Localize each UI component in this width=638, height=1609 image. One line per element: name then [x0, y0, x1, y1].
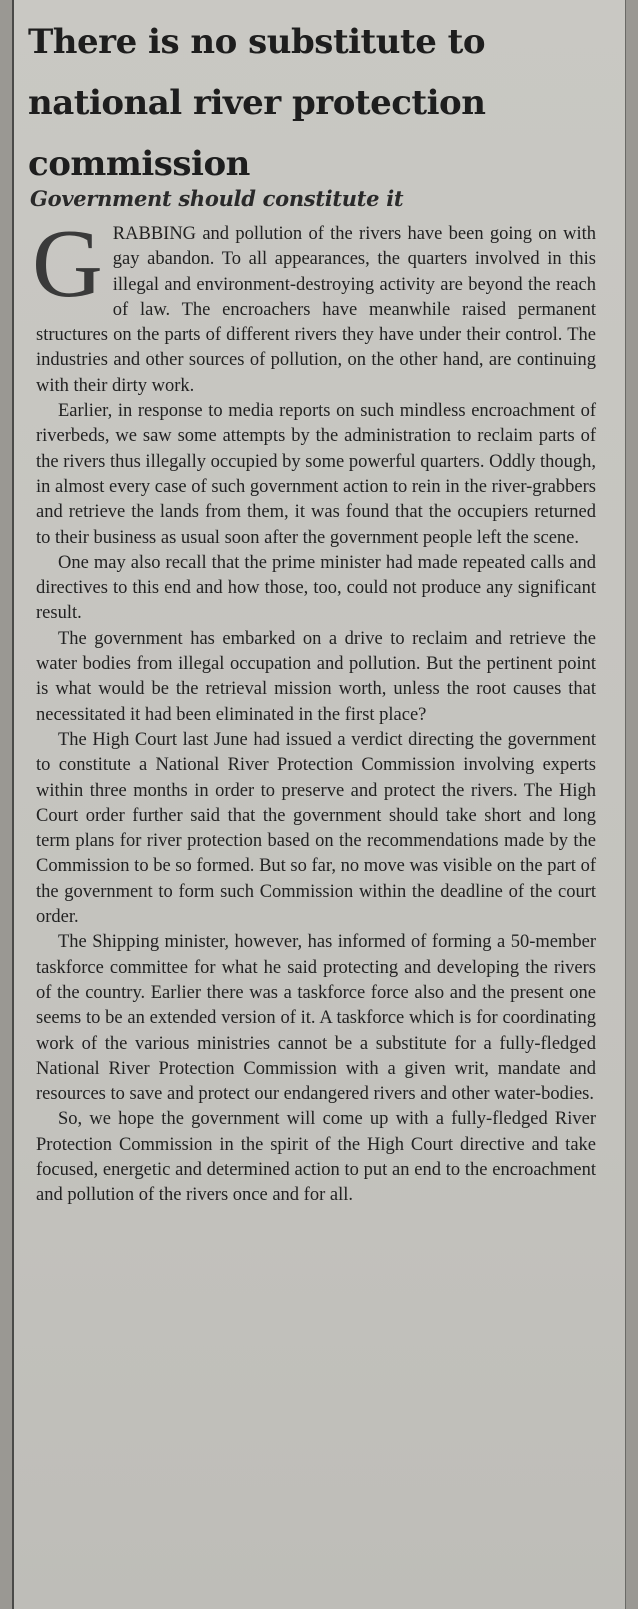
paragraph-4: The government has embarked on a drive to reclaim and retrieve the water bodies from illegal occupation and pollution. But the pertinent point is what would be the retrieval mission worth, unless the root causes that necessitated it had been eliminated in the first place?: [36, 628, 596, 725]
paragraph-1-text: RABBING and pollution of the rivers have been going on with gay abandon. To all appearances, the quarters involved in this illegal and environment-destroying activity are beyond the reach of law. The encroachers have meanwhile raised permanent structures on the parts of different rivers they have under their control. The industries and other sources of pollution, on the other hand, are continuing with their dirty work.: [36, 224, 596, 396]
article-body: [32, 210, 597, 1209]
paragraph-1: [32, 210, 596, 399]
paragraph-5: The High Court last June had issued a verdict directing the government to constitute a National River Protection Commission involving experts within three months in order to preserve and protect the rivers. The High Court order further said that the government should take short and long term plans for river protection based on the recommendations made by the Commission to be so formed. But so far, no move was visible on the part of the government to form such Commission within the deadline of the court order.: [36, 729, 596, 928]
article-headline: There is no substitute to national river protection commission: [28, 22, 486, 184]
paragraph-3: One may also recall that the prime minister had made repeated calls and directives to this end and how those, too, could not produce any significant result.: [36, 552, 596, 624]
paragraph-2: Earlier, in response to media reports on such mindless encroachment of riverbeds, we saw some attempts by the administration to reclaim parts of the rivers thus illegally occupied by some powerful quarters. Oddly though, in almost every case of such government action to rein in the river-grabbers and retrieve the lands from them, it was found that the occupiers returned to their business as usual soon after the government people left the scene.: [36, 401, 597, 548]
paragraph-6: The Shipping minister, however, has informed of forming a 50-member taskforce committee for what he said protecting and developing the rivers of the country. Earlier there was a taskforce force also and the present one seems to be an extended version of it. A taskforce which is for coordinating work of the various ministries cannot be a substitute for a fully-fledged National River Protection Commission with a given writ, mandate and resources to save and protect our endangered rivers and other water-bodies.: [36, 932, 596, 1105]
drop-cap: G: [32, 210, 103, 318]
article-subheadline: Government should constitute it: [30, 186, 404, 211]
paragraph-7: So, we hope the government will come up with a fully-fledged River Protection Commission in the spirit of the High Court directive and take focused, energetic and determined action to put an end to the encroachment and pollution of the rivers once and for all.: [36, 1109, 596, 1206]
